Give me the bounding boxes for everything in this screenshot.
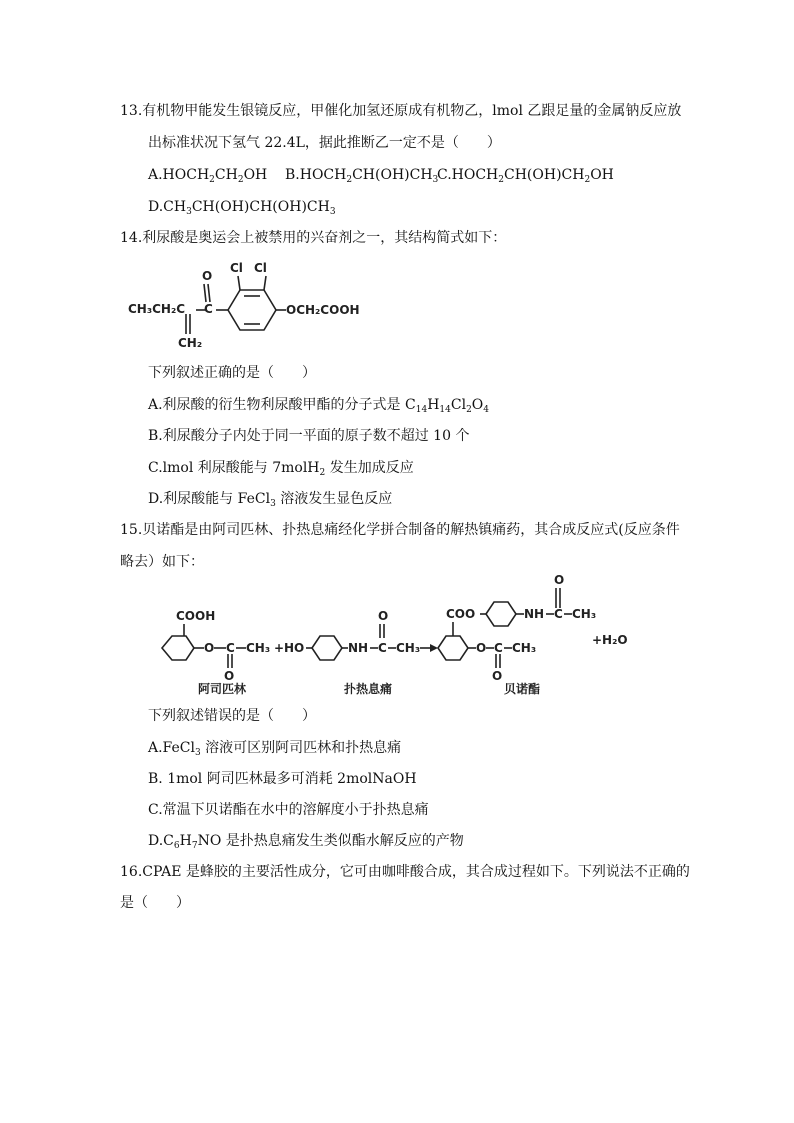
q15-option-b[interactable]: B. 1mol 阿司匹林最多可消耗 2molNaOH	[148, 771, 417, 787]
q16-line1: 16.CPAE 是蜂胶的主要活性成分，它可由咖啡酸合成，其合成过程如下。下列说法不正确的	[120, 864, 690, 880]
q15-line2: 略去）如下：	[120, 554, 204, 570]
svg-text:O: O	[378, 609, 389, 623]
q13-line2: 出标准状况下氢气 22.4L，据此推断乙一定不是（ ）	[148, 135, 501, 151]
structure-right-group: OCH₂COOH	[286, 303, 360, 317]
water-product: +H₂O	[592, 633, 628, 647]
q14-option-a[interactable]: A.利尿酸的衍生物利尿酸甲酯的分子式是 $C_{14}H_{14}Cl_2O_4$	[148, 397, 490, 415]
structure-cl-1: Cl	[230, 261, 243, 275]
svg-text:O: O	[554, 573, 565, 587]
benorilate-synthesis-scheme	[148, 572, 628, 697]
q14-option-c[interactable]: C.lmol 利尿酸能与 7molH$_2$ 发生加成反应	[148, 460, 414, 478]
aspirin-label: 阿司匹林	[198, 682, 247, 696]
svg-text:C: C	[378, 641, 387, 655]
plus-sign: +	[274, 641, 285, 655]
svg-text:O: O	[204, 641, 215, 655]
paracetamol-nh: NH	[348, 641, 369, 655]
svg-text:COO: COO	[446, 607, 476, 621]
svg-text:CH₃: CH₃	[512, 641, 537, 655]
aspirin-cooh: COOH	[176, 609, 216, 623]
q15-stem: 下列叙述错误的是（ ）	[148, 708, 316, 724]
paracetamol-ho: HO	[284, 641, 305, 655]
q13-line1: 13.有机物甲能发生银镜反应，甲催化加氢还原成有机物乙，lmol 乙跟足量的金属钠反应放	[120, 103, 682, 119]
ethacrynic-acid-structure	[126, 258, 366, 348]
q15-line1: 15.贝诺酯是由阿司匹林、扑热息痛经化学拼合制备的解热镇痛药，其合成反应式(反应条件	[120, 522, 680, 538]
structure-c: C	[204, 302, 213, 316]
svg-text:CH₃: CH₃	[572, 607, 597, 621]
svg-text:C: C	[554, 607, 563, 621]
benorilate-label: 贝诺酯	[504, 682, 541, 696]
q13-option-d[interactable]: $D.CH_3CH(OH)CH(OH)CH_3$	[148, 199, 336, 217]
q13-option-c[interactable]: $C.HOCH_2CH(OH)CH_2OH$	[437, 167, 614, 185]
aspirin-carbonyl-o: O	[224, 669, 235, 683]
svg-text:C: C	[226, 641, 235, 655]
structure-carbonyl-o: O	[202, 269, 213, 283]
q13-option-a[interactable]: $A.HOCH_2CH_2OH$	[148, 167, 268, 185]
structure-ch2: CH₂	[178, 336, 203, 348]
q16-line2: 是（ ）	[120, 895, 190, 911]
structure-left-group: CH₃CH₂C	[128, 302, 186, 316]
svg-text:O: O	[476, 641, 487, 655]
q15-option-d[interactable]: $D.C_6H_7NO$ 是扑热息痛发生类似酯水解反应的产物	[148, 833, 464, 851]
q14-intro: 14.利尿酸是奥运会上被禁用的兴奋剂之一，其结构简式如下：	[120, 230, 507, 246]
q14-option-b[interactable]: B.利尿酸分子内处于同一平面的原子数不超过 10 个	[148, 428, 470, 444]
benorilate-nh: NH	[524, 607, 545, 621]
q14-stem: 下列叙述正确的是（ ）	[148, 365, 316, 381]
aspirin-ch3: CH₃	[246, 641, 271, 655]
svg-text:C: C	[494, 641, 503, 655]
svg-text:CH₃: CH₃	[396, 641, 421, 655]
q15-option-a[interactable]: A.FeCl$_3$ 溶液可区别阿司匹林和扑热息痛	[148, 740, 402, 758]
structure-cl-2: Cl	[254, 261, 267, 275]
svg-text:O: O	[492, 669, 503, 683]
q13-option-b[interactable]: $B.HOCH_2CH(OH)CH_3$	[285, 167, 439, 185]
q14-option-d[interactable]: D.利尿酸能与 FeCl$_3$ 溶液发生显色反应	[148, 491, 393, 509]
q15-option-c[interactable]: C.常温下贝诺酯在水中的溶解度小于扑热息痛	[148, 802, 429, 818]
paracetamol-label: 扑热息痛	[344, 682, 393, 696]
